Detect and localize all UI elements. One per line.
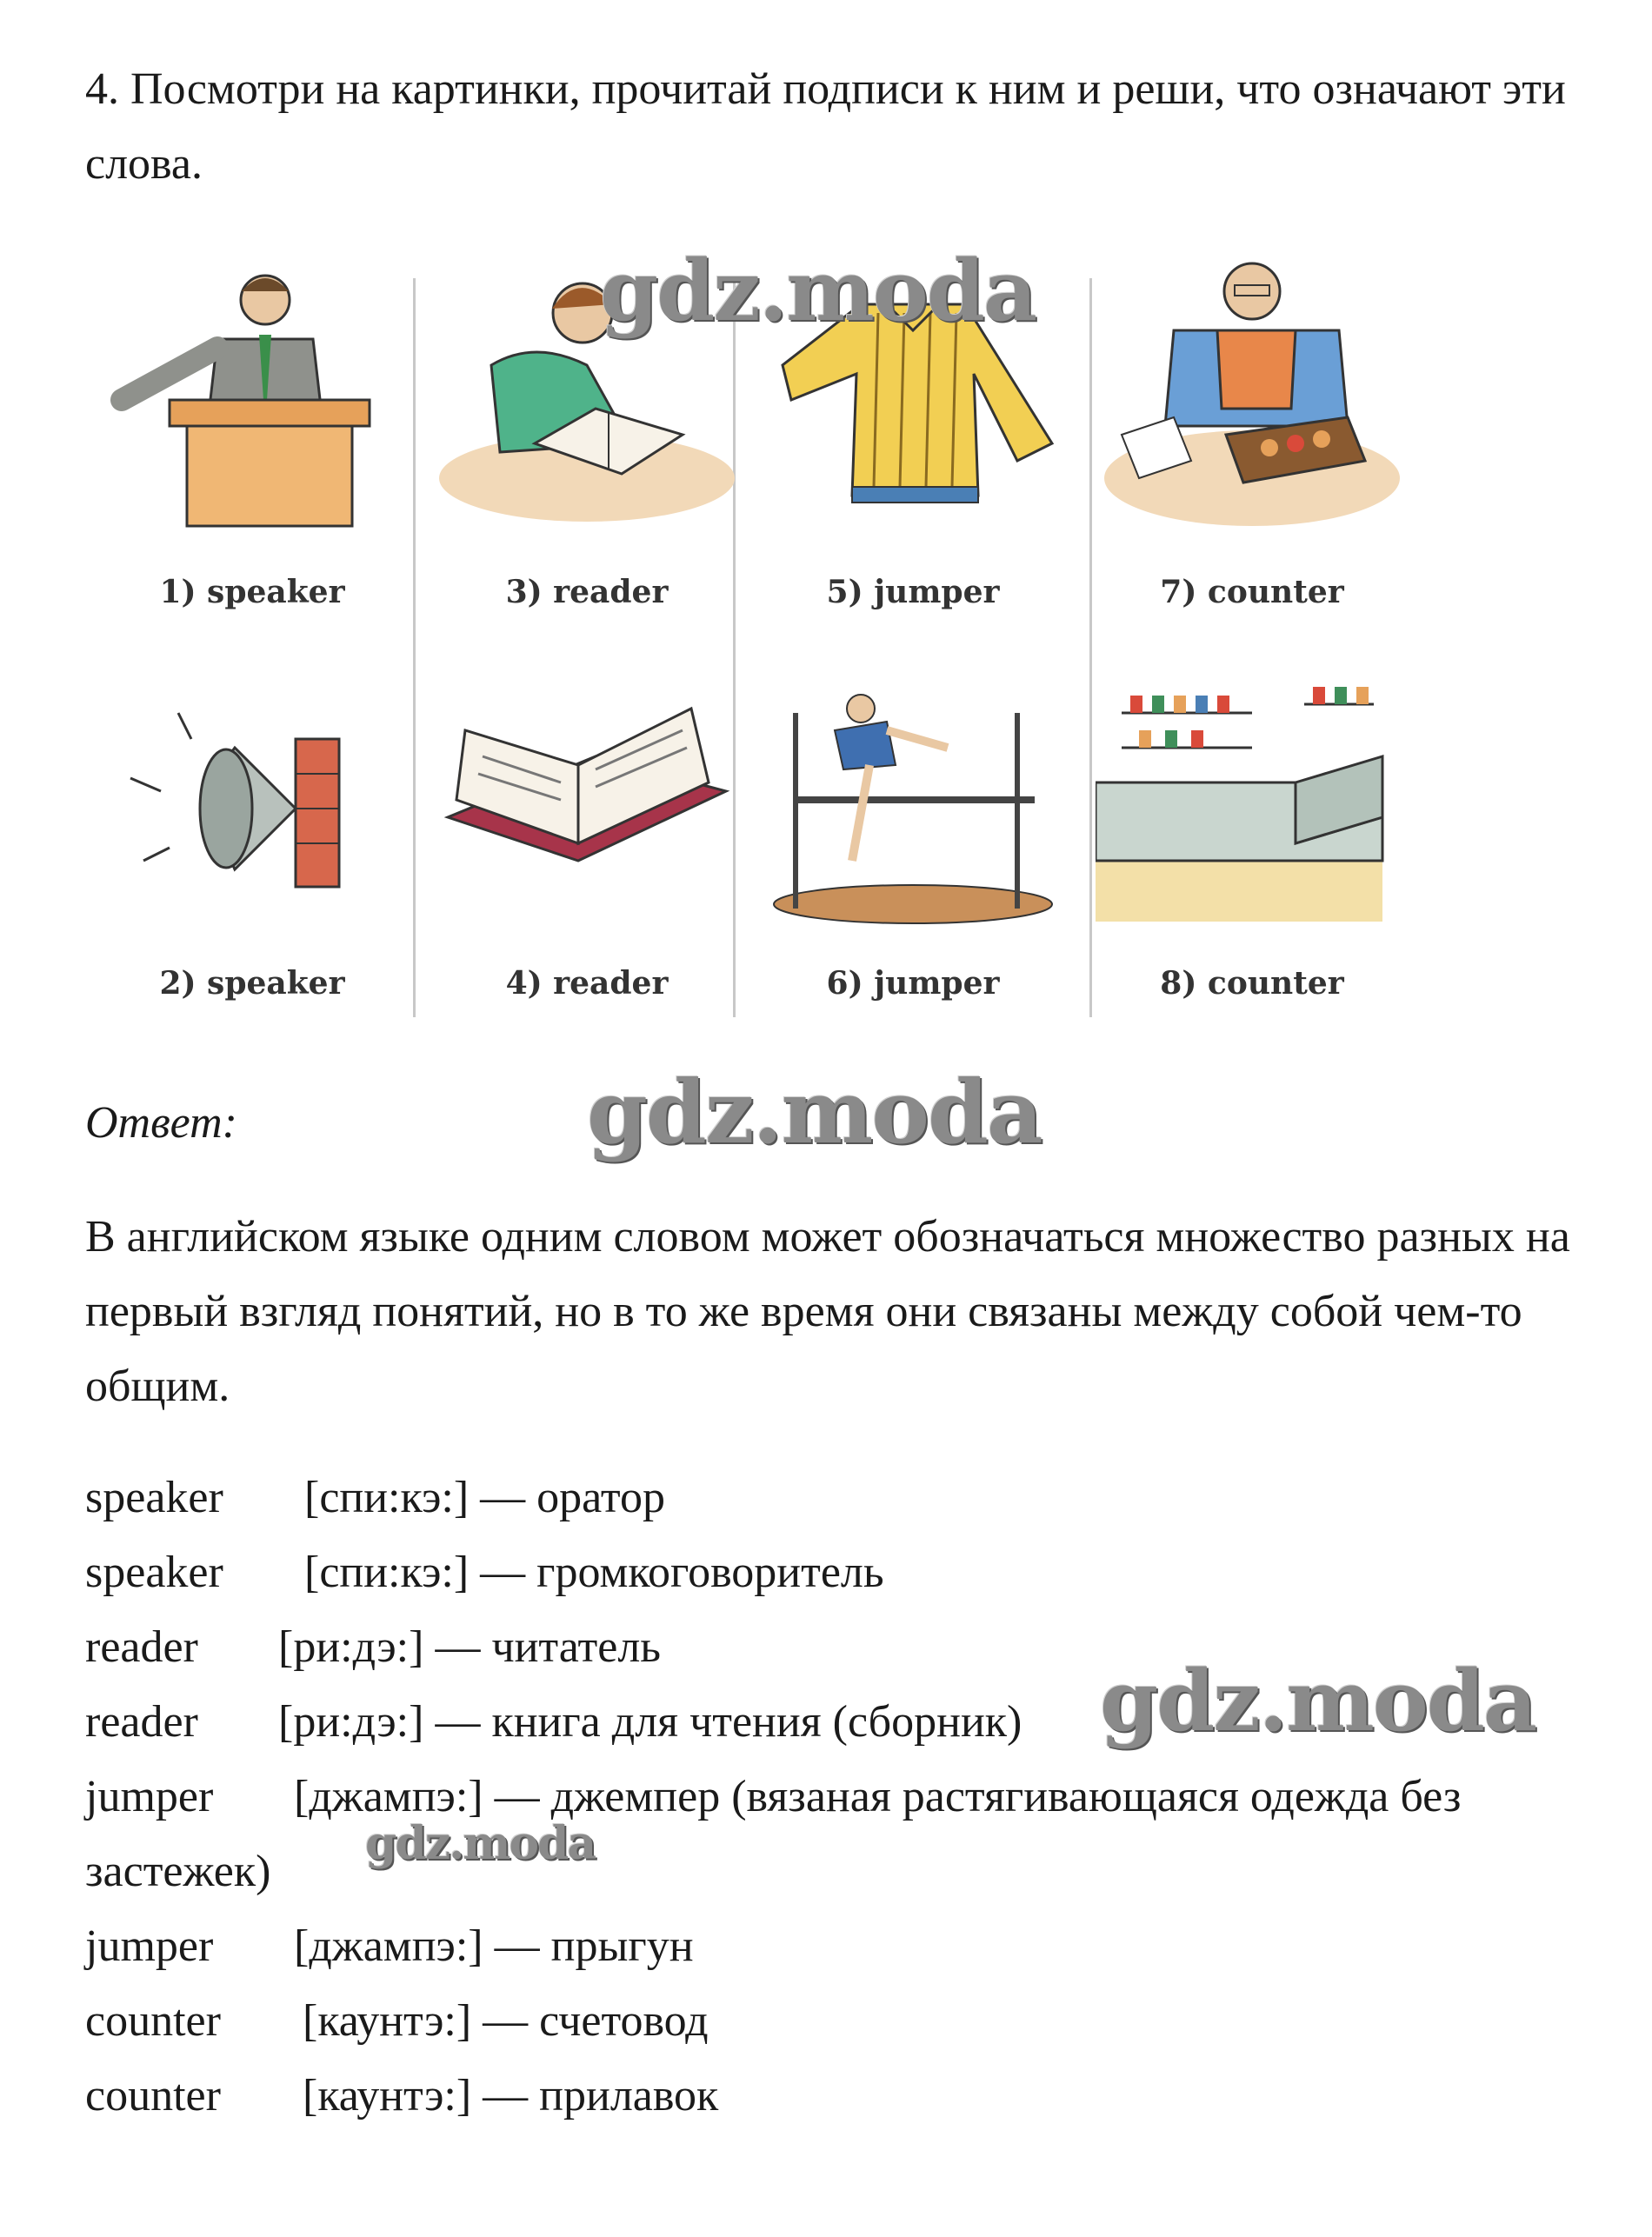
entry-word: speaker <box>85 1473 223 1522</box>
caption-4: 4) reader <box>505 965 669 1002</box>
answer-intro: В английском языке одним словом может обозначаться множество разных на первый взгляд понятий, но в то же время они связаны между собой чем-то общим. <box>85 1212 1570 1411</box>
entry-meaning: — читатель <box>435 1622 661 1672</box>
entry <box>85 1760 1615 1909</box>
illustration-grid <box>96 252 1400 1035</box>
entry-word: jumper <box>85 1772 214 1821</box>
entry-word: speaker <box>85 1548 223 1597</box>
entry-meaning: — громкоговоритель <box>480 1548 884 1597</box>
caption-1: 1) speaker <box>159 574 345 610</box>
entry-transcription: [каунтэ:] <box>303 2071 472 2120</box>
accountant-illustration <box>1096 252 1409 530</box>
watermark: gdz.moda <box>1100 1652 1536 1750</box>
cell-speaker-orator <box>96 252 409 617</box>
column-divider <box>413 278 416 1017</box>
entry-meaning: — оратор <box>480 1473 665 1522</box>
watermark: gdz.moda <box>365 1817 596 1870</box>
entry-transcription: [спи:кэ:] <box>304 1548 470 1597</box>
cell-counter-accountant <box>1096 252 1409 617</box>
cell-counter-shop <box>1096 661 1409 1026</box>
entry-transcription: [спи:кэ:] <box>304 1473 470 1522</box>
cell-reader-book <box>430 661 743 1026</box>
cell-jumper-athlete <box>756 661 1069 1026</box>
entry <box>85 1461 1615 1535</box>
caption-6: 6) jumper <box>826 965 1000 1002</box>
entry-meaning: — прилавок <box>483 2071 719 2120</box>
entry-meaning: — счетовод <box>483 1996 709 2046</box>
entry-meaning: — книга для чтения (сборник) <box>435 1697 1023 1747</box>
loudspeaker-illustration <box>96 661 409 939</box>
entry <box>85 2059 1615 2134</box>
caption-7: 7) counter <box>1160 574 1344 610</box>
caption-5: 5) jumper <box>826 574 1000 610</box>
entry <box>85 1909 1615 1984</box>
entry-word: counter <box>85 1996 221 2046</box>
caption-3: 3) reader <box>505 574 669 610</box>
cell-speaker-loudspeaker <box>96 661 409 1026</box>
entry <box>85 1535 1615 1610</box>
caption-8: 8) counter <box>1160 965 1344 1002</box>
shop-counter-illustration <box>1096 661 1409 939</box>
task-text: 4. Посмотри на картинки, прочитай подписи к ним и реши, что означают эти слова. <box>85 64 1566 189</box>
entry-transcription: [джампэ:] <box>294 1772 483 1821</box>
entry-meaning: — прыгун <box>494 1921 694 1971</box>
entry-word: reader <box>85 1697 198 1747</box>
answer-label: Ответ: <box>85 1098 237 1148</box>
reader-book-illustration <box>430 661 743 939</box>
entry-word: jumper <box>85 1921 214 1971</box>
entry <box>85 1984 1615 2059</box>
orator-illustration <box>96 252 409 530</box>
dictionary-entries <box>85 1461 1615 2134</box>
column-divider <box>1089 278 1092 1017</box>
athlete-illustration <box>756 661 1069 939</box>
caption-2: 2) speaker <box>159 965 345 1002</box>
watermark: gdz.moda <box>587 1061 1042 1163</box>
entry-word: counter <box>85 2071 221 2120</box>
entry-meaning: — джемпер (вязаная растягивающаяся одежда без застежек) <box>85 1772 1462 1896</box>
watermark: gdz.moda <box>600 242 1036 340</box>
entry-transcription: [ри:дэ:] <box>278 1697 424 1747</box>
entry-transcription: [джампэ:] <box>294 1921 483 1971</box>
entry-transcription: [каунтэ:] <box>303 1996 472 2046</box>
entry-word: reader <box>85 1622 198 1672</box>
entry-transcription: [ри:дэ:] <box>278 1622 424 1672</box>
